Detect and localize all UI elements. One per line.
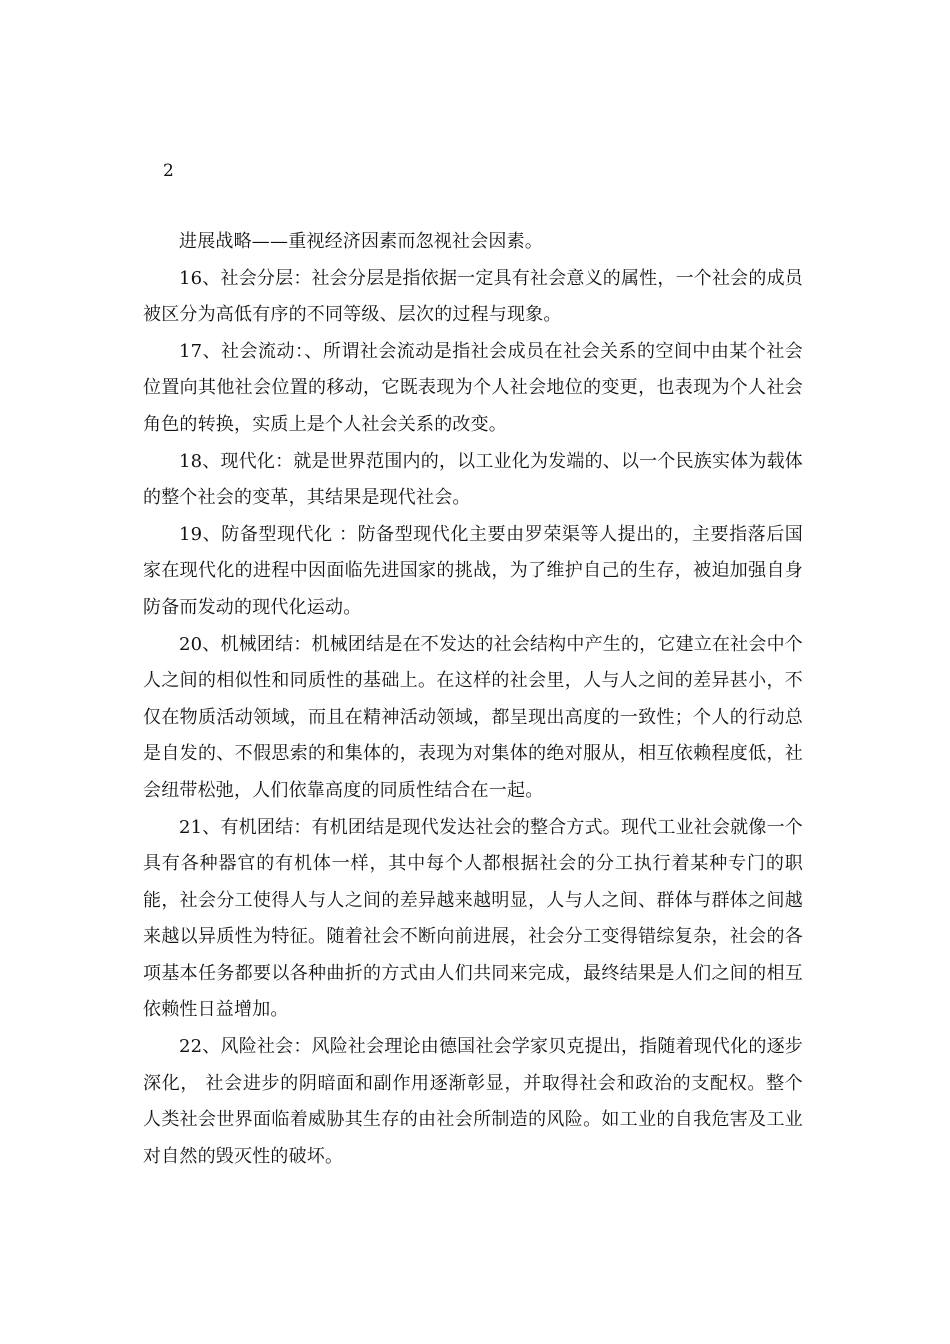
page-number: 2 xyxy=(163,161,174,181)
paragraph-term-18: 18、现代化：就是世界范围内的，以工业化为发端的、以一个民族实体为载体的整个社会的变革，其结果是现代社会。 xyxy=(143,450,803,509)
paragraph-term-19: 19、防备型现代化 ：防备型现代化主要由罗荣渠等人提出的，主要指落后国家在现代化的进程中因面临先进国家的挑战，为了维护自己的生存，被迫加强自身防备而发动的现代化运动。 xyxy=(143,523,803,618)
paragraph-term-17: 17、社会流动：、所谓社会流动是指社会成员在社会关系的空间中由某个社会位置向其他社会位置的移动，它既表现为个人社会地位的变更，也表现为个人社会角色的转换，实质上是个人社会关系的改变。 xyxy=(143,340,803,435)
paragraph-term-21: 21、有机团结：有机团结是现代发达社会的整合方式。现代工业社会就像一个具有各种器官的有机体一样，其中每个人都根据社会的分工执行着某种专门的职能，社会分工使得人与人之间的差异越来越明显，人与人之间、群体与群体之间越来越以异质性为特征。随着社会不断向前进展，社会分工变得错综复杂，社会的各项基本任务都要以各种曲折的方式由人们共同来完成，最终结果是人们之间的相互依赖性日益增加。 xyxy=(143,816,803,1021)
paragraph-term-16: 16、社会分层：社会分层是指依据一定具有社会意义的属性，一个社会的成员被区分为高低有序的不同等级、层次的过程与现象。 xyxy=(143,267,803,326)
paragraph-continuation: 进展战略——重视经济因素而忽视社会因素。 xyxy=(179,231,543,252)
document-body xyxy=(143,224,803,1175)
paragraph-term-20: 20、机械团结：机械团结是在不发达的社会结构中产生的，它建立在社会中个人之间的相似性和同质性的基础上。在这样的社会里，人与人之间的差异甚小，不仅在物质活动领域，而且在精神活动领域，都呈现出高度的一致性；个人的行动总是自发的、不假思索的和集体的，表现为对集体的绝对服从，相互依赖程度低，社会纽带松弛，人们依靠高度的同质性结合在一起。 xyxy=(143,633,803,801)
paragraph-term-22: 22、风险社会：风险社会理论由德国社会学家贝克提出，指随着现代化的逐步深化， 社会进步的阴暗面和副作用逐渐彰显，并取得社会和政治的支配权。整个人类社会世界面临着威胁其生存的由社会所制造的风险。如工业的自我危害及工业对自然的毁灭性的破坏。 xyxy=(143,1036,803,1167)
